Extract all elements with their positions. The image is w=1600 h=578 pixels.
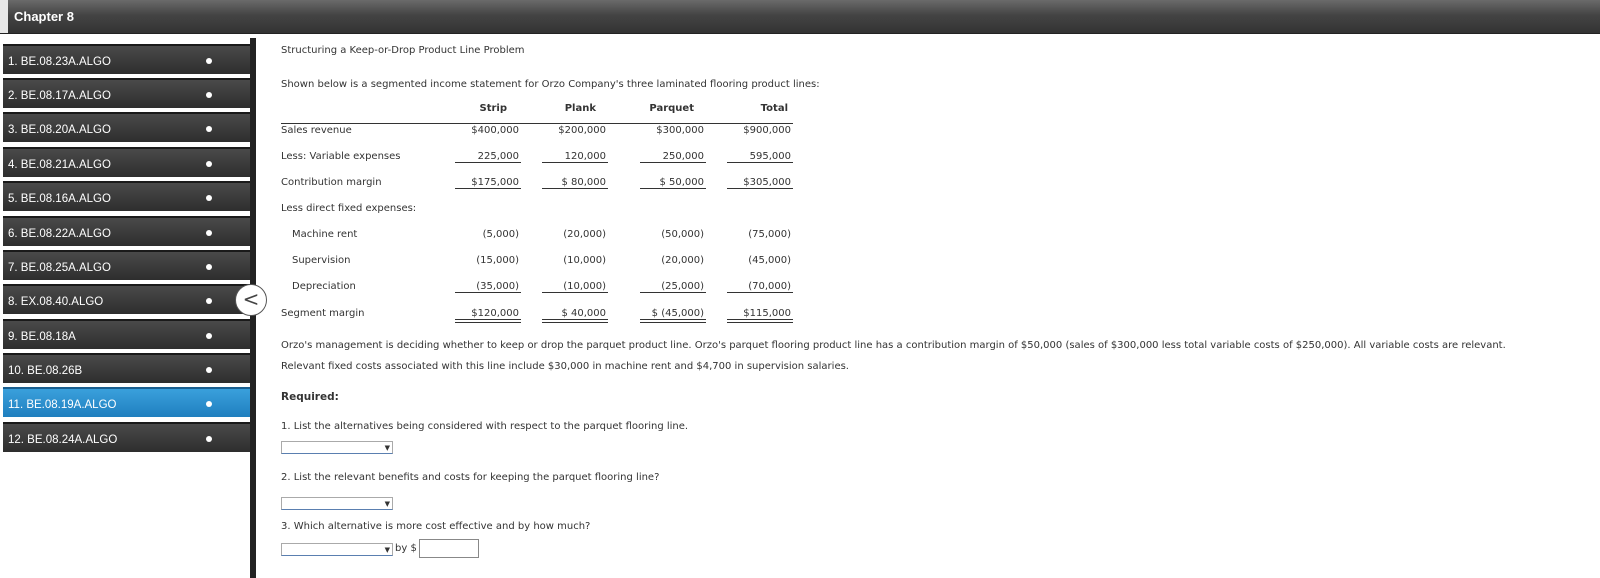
total-rule <box>640 319 706 320</box>
status-dot-icon <box>206 92 212 98</box>
total-rule <box>640 292 706 293</box>
sidebar-item-7[interactable] <box>3 250 250 280</box>
total-rule <box>542 322 608 323</box>
explanation-paragraph-1: Orzo's management is deciding whether to keep or drop the parquet product line. Orzo's parquet flooring product line has a contribution margin of $50,000 (sales of $300,000 less total variable costs of $250,000). All variable costs are relevant. <box>281 340 1506 351</box>
by-amount-label: by $ <box>395 543 417 554</box>
depreciation-row <box>281 281 801 303</box>
cell-plank: (10,000) <box>563 255 606 266</box>
sidebar-item-label: 1. BE.08.23A.ALGO <box>8 56 111 68</box>
question-3-dropdown[interactable] <box>281 543 393 556</box>
sidebar-item-3[interactable] <box>3 112 250 142</box>
variable-expenses-row <box>281 151 801 173</box>
sidebar-item-6[interactable] <box>3 216 250 246</box>
total-rule <box>455 162 521 163</box>
cell-total: (45,000) <box>748 255 791 266</box>
status-dot-icon <box>206 333 212 339</box>
total-rule <box>455 322 521 323</box>
status-dot-icon <box>206 126 212 132</box>
row-label: Sales revenue <box>281 125 352 136</box>
row-label: Segment margin <box>281 308 365 319</box>
total-rule <box>727 292 793 293</box>
cell-parquet: $ 50,000 <box>659 177 704 188</box>
sidebar-item-label: 12. BE.08.24A.ALGO <box>8 434 118 446</box>
total-rule <box>640 162 706 163</box>
column-header-total: Total <box>760 103 788 114</box>
status-dot-icon <box>206 264 212 270</box>
caret-down-icon: ▼ <box>384 500 390 508</box>
question-sidebar <box>0 38 255 578</box>
status-dot-icon <box>206 161 212 167</box>
required-heading: Required: <box>281 391 339 403</box>
status-dot-icon <box>206 58 212 64</box>
cell-strip: $400,000 <box>471 125 519 136</box>
cell-parquet: (20,000) <box>661 255 704 266</box>
cell-parquet: (50,000) <box>661 229 704 240</box>
cell-plank: (10,000) <box>563 281 606 292</box>
cell-parquet: (25,000) <box>661 281 704 292</box>
sidebar-item-label: 8. EX.08.40.ALGO <box>8 296 104 308</box>
cell-parquet: $ (45,000) <box>651 308 704 319</box>
total-rule <box>542 292 608 293</box>
sidebar-item-label: 9. BE.08.18A <box>8 331 76 343</box>
row-label: Depreciation <box>292 281 356 292</box>
total-rule <box>542 188 608 189</box>
cell-parquet: 250,000 <box>662 151 704 162</box>
cell-strip: (35,000) <box>476 281 519 292</box>
sidebar-item-9[interactable] <box>3 319 250 349</box>
total-rule <box>455 188 521 189</box>
row-label: Less: Variable expenses <box>281 151 401 162</box>
row-label: Supervision <box>292 255 351 266</box>
sidebar-item-8[interactable] <box>3 284 250 314</box>
cell-strip: $175,000 <box>471 177 519 188</box>
sidebar-item-5[interactable] <box>3 181 250 211</box>
fixed-expenses-heading-row <box>281 203 801 225</box>
row-label: Less direct fixed expenses: <box>281 203 417 214</box>
sidebar-item-1[interactable] <box>3 44 250 74</box>
question-2-text: 2. List the relevant benefits and costs for keeping the parquet flooring line? <box>281 472 660 483</box>
cell-plank: (20,000) <box>563 229 606 240</box>
status-dot-icon <box>206 298 212 304</box>
cell-strip: (5,000) <box>482 229 519 240</box>
sidebar-item-10[interactable] <box>3 353 250 383</box>
cell-plank: $ 80,000 <box>561 177 606 188</box>
header-edge <box>0 0 8 33</box>
sidebar-item-label: 4. BE.08.21A.ALGO <box>8 159 111 171</box>
sidebar-item-label: 6. BE.08.22A.ALGO <box>8 228 111 240</box>
chapter-header-bar <box>0 0 1600 34</box>
cell-plank: $ 40,000 <box>561 308 606 319</box>
status-dot-icon <box>206 195 212 201</box>
total-rule <box>640 188 706 189</box>
chapter-title: Chapter 8 <box>14 9 74 24</box>
question-1-dropdown[interactable] <box>281 441 393 454</box>
problem-intro: Shown below is a segmented income statement for Orzo Company's three laminated flooring product lines: <box>281 79 820 90</box>
column-header-strip: Strip <box>479 103 507 114</box>
cell-total: (70,000) <box>748 281 791 292</box>
sidebar-item-2[interactable] <box>3 78 250 108</box>
column-header-plank: Plank <box>564 103 596 114</box>
sidebar-item-label: 5. BE.08.16A.ALGO <box>8 193 111 205</box>
cell-total: $305,000 <box>743 177 791 188</box>
total-rule <box>727 322 793 323</box>
total-rule <box>455 319 521 320</box>
cell-strip: $120,000 <box>471 308 519 319</box>
sidebar-item-4[interactable] <box>3 147 250 177</box>
cell-total: $115,000 <box>743 308 791 319</box>
total-rule <box>542 162 608 163</box>
row-label: Machine rent <box>292 229 358 240</box>
total-rule <box>542 319 608 320</box>
sidebar-item-label: 2. BE.08.17A.ALGO <box>8 90 111 102</box>
cell-total: (75,000) <box>748 229 791 240</box>
sidebar-item-11[interactable] <box>3 387 250 417</box>
segment-margin-row <box>281 308 801 330</box>
column-header-parquet: Parquet <box>649 103 694 114</box>
supervision-row <box>281 255 801 277</box>
amount-input[interactable] <box>419 539 479 558</box>
explanation-paragraph-2: Relevant fixed costs associated with this line include $30,000 in machine rent and $4,700 in supervision salaries. <box>281 361 849 372</box>
sidebar-item-label: 3. BE.08.20A.ALGO <box>8 124 111 136</box>
status-dot-icon <box>206 230 212 236</box>
chevron-left-icon: < <box>242 287 260 311</box>
total-rule <box>727 319 793 320</box>
total-rule <box>640 322 706 323</box>
status-dot-icon <box>206 367 212 373</box>
sidebar-item-12[interactable] <box>3 422 250 452</box>
total-rule <box>455 292 521 293</box>
caret-down-icon: ▼ <box>384 546 390 554</box>
header-divider <box>281 123 793 124</box>
problem-title: Structuring a Keep-or-Drop Product Line Problem <box>281 45 525 56</box>
cell-plank: $200,000 <box>558 125 606 136</box>
cell-strip: 225,000 <box>477 151 519 162</box>
sidebar-item-label: 11. BE.08.19A.ALGO <box>8 399 117 411</box>
cell-total: 595,000 <box>749 151 791 162</box>
question-1-text: 1. List the alternatives being considered with respect to the parquet flooring line. <box>281 421 689 432</box>
status-dot-icon <box>206 436 212 442</box>
question-3-text: 3. Which alternative is more cost effective and by how much? <box>281 521 591 532</box>
cell-parquet: $300,000 <box>656 125 704 136</box>
cell-strip: (15,000) <box>476 255 519 266</box>
cell-total: $900,000 <box>743 125 791 136</box>
caret-down-icon: ▼ <box>384 444 390 452</box>
status-dot-icon <box>206 401 212 407</box>
sidebar-item-label: 10. BE.08.26B <box>8 365 83 377</box>
cell-plank: 120,000 <box>564 151 606 162</box>
total-rule <box>727 162 793 163</box>
question-2-dropdown[interactable] <box>281 497 393 510</box>
total-rule <box>727 188 793 189</box>
machine-rent-row <box>281 229 801 251</box>
sales-revenue-row <box>281 125 801 147</box>
collapse-sidebar-button[interactable] <box>235 284 267 316</box>
sidebar-item-label: 7. BE.08.25A.ALGO <box>8 262 111 274</box>
row-label: Contribution margin <box>281 177 382 188</box>
contribution-margin-row <box>281 177 801 199</box>
